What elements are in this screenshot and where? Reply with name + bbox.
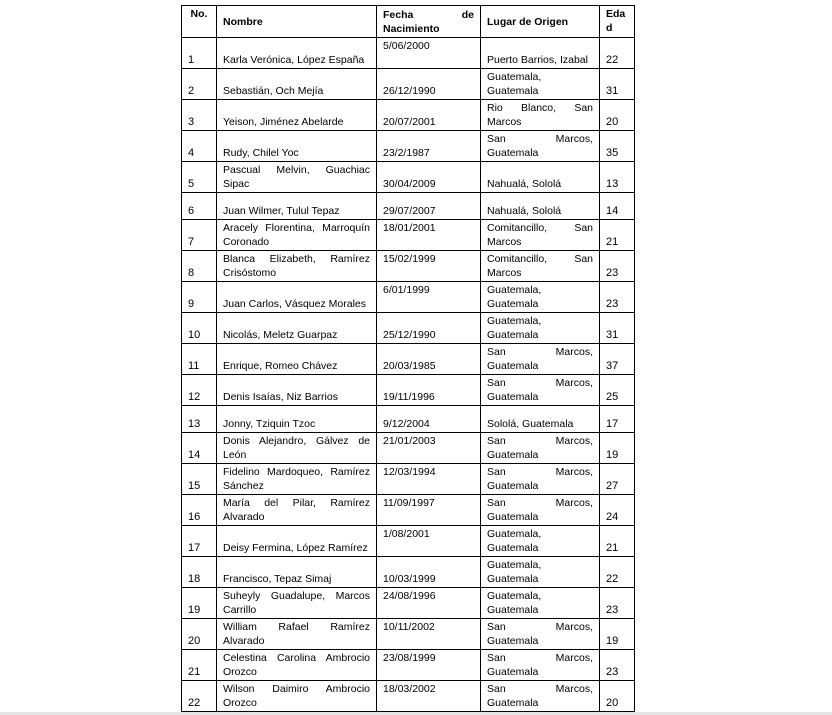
row-lugar-origen: Guatemala, Guatemala [481,588,600,619]
row-number: 15 [182,464,217,495]
table-row [182,100,635,131]
row-edad: 37 [600,344,635,375]
row-fecha-nacimiento [377,69,481,100]
table-row [182,433,635,464]
row-edad: 20 [600,100,635,131]
row-number: 18 [182,557,217,588]
header-fecha-nacimiento [377,6,481,38]
row-fecha-nacimiento [377,100,481,131]
row-fecha-text: 20/07/2001 [383,116,436,128]
row-nombre: Sebastián, Och Mejía [217,69,377,100]
row-nombre: María del Pilar, Ramírez Alvarado [217,495,377,526]
row-nombre: Suheyly Guadalupe, Marcos Carrillo [217,588,377,619]
row-fecha-nacimiento [377,464,481,495]
row-fecha-text: 18/03/2002 [383,683,436,695]
table-row [182,619,635,650]
row-edad: 25 [600,375,635,406]
row-edad: 31 [600,313,635,344]
row-nombre: Juan Carlos, Vásquez Morales [217,282,377,313]
row-number: 9 [182,282,217,313]
row-fecha-nacimiento [377,220,481,251]
row-fecha-text: 30/04/2009 [383,178,436,190]
row-number: 1 [182,38,217,69]
row-fecha-nacimiento [377,406,481,433]
row-number: 13 [182,406,217,433]
row-number: 8 [182,251,217,282]
header-no: No. [182,6,217,38]
row-fecha-nacimiento [377,526,481,557]
row-fecha-nacimiento [377,681,481,712]
row-fecha-text: 23/2/1987 [383,147,430,159]
row-number: 4 [182,131,217,162]
table-row [182,650,635,681]
row-fecha-nacimiento [377,193,481,220]
row-nombre: William Rafael Ramírez Alvarado [217,619,377,650]
row-lugar-origen: Sololá, Guatemala [481,406,600,433]
row-lugar-origen: Guatemala, Guatemala [481,526,600,557]
row-lugar-origen: Comitancillo, San Marcos [481,251,600,282]
row-lugar-origen: Guatemala, Guatemala [481,313,600,344]
row-lugar-origen: San Marcos, Guatemala [481,619,600,650]
row-nombre: Aracely Florentina, Marroquín Coronado [217,220,377,251]
row-nombre: Enrique, Romeo Chávez [217,344,377,375]
row-edad: 21 [600,220,635,251]
row-number: 17 [182,526,217,557]
header-nacimiento-word: Nacimiento [383,22,440,35]
row-number: 7 [182,220,217,251]
row-lugar-origen: San Marcos, Guatemala [481,131,600,162]
row-edad: 22 [600,557,635,588]
row-fecha-nacimiento [377,313,481,344]
table-row [182,344,635,375]
row-fecha-nacimiento [377,433,481,464]
table-header-row [182,6,635,38]
row-fecha-nacimiento [377,375,481,406]
table-row [182,588,635,619]
table-row [182,464,635,495]
row-fecha-nacimiento [377,162,481,193]
table-row [182,313,635,344]
table-row [182,375,635,406]
row-number: 12 [182,375,217,406]
row-edad: 23 [600,282,635,313]
row-fecha-text: 21/01/2003 [383,435,436,447]
row-lugar-origen: San Marcos, Guatemala [481,495,600,526]
row-edad: 24 [600,495,635,526]
row-lugar-origen: San Marcos, Guatemala [481,681,600,712]
row-fecha-text: 18/01/2001 [383,222,436,234]
row-edad: 14 [600,193,635,220]
row-fecha-nacimiento [377,495,481,526]
row-fecha-nacimiento [377,557,481,588]
roster-table [181,5,635,712]
row-fecha-text: 10/03/1999 [383,573,436,585]
row-nombre: Deisy Fermina, López Ramírez [217,526,377,557]
row-fecha-text: 5/06/2000 [383,40,430,52]
row-edad: 23 [600,588,635,619]
row-lugar-origen: San Marcos, Guatemala [481,375,600,406]
row-nombre: Yeison, Jiménez Abelarde [217,100,377,131]
row-fecha-text: 12/03/1994 [383,466,436,478]
row-edad: 31 [600,69,635,100]
row-fecha-text: 29/07/2007 [383,205,436,217]
header-lugar-origen: Lugar de Origen [481,6,600,38]
table-row [182,220,635,251]
row-fecha-text: 11/09/1997 [383,497,435,509]
row-fecha-text: 6/01/1999 [383,284,430,296]
row-edad: 17 [600,406,635,433]
row-edad: 21 [600,526,635,557]
table-row [182,162,635,193]
row-fecha-text: 19/11/1996 [383,391,435,403]
row-fecha-text: 26/12/1990 [383,85,436,97]
table-row [182,193,635,220]
row-fecha-nacimiento [377,588,481,619]
row-number: 16 [182,495,217,526]
row-nombre: Pascual Melvin, Guachiac Sipac [217,162,377,193]
row-edad: 35 [600,131,635,162]
row-fecha-text: 23/08/1999 [383,652,436,664]
row-number: 21 [182,650,217,681]
row-fecha-text: 9/12/2004 [383,418,430,430]
row-lugar-origen: San Marcos, Guatemala [481,433,600,464]
row-lugar-origen: Puerto Barrios, Izabal [481,38,600,69]
row-nombre: Blanca Elizabeth, Ramírez Crisóstomo [217,251,377,282]
row-fecha-nacimiento [377,251,481,282]
row-nombre: Karla Verónica, López España [217,38,377,69]
row-number: 11 [182,344,217,375]
row-edad: 22 [600,38,635,69]
table-row [182,681,635,712]
table-body [182,38,635,712]
table-row [182,251,635,282]
row-nombre: Francisco, Tepaz Simaj [217,557,377,588]
header-nombre: Nombre [217,6,377,38]
row-number: 19 [182,588,217,619]
table-row [182,38,635,69]
table-row [182,282,635,313]
row-fecha-nacimiento [377,650,481,681]
row-lugar-origen: Guatemala, Guatemala [481,557,600,588]
row-edad: 19 [600,619,635,650]
row-nombre: Denis Isaías, Niz Barrios [217,375,377,406]
row-lugar-origen: San Marcos, Guatemala [481,650,600,681]
row-number: 3 [182,100,217,131]
row-nombre: Juan Wilmer, Tulul Tepaz [217,193,377,220]
row-number: 5 [182,162,217,193]
row-edad: 27 [600,464,635,495]
table-row [182,526,635,557]
row-nombre: Nicolás, Meletz Guarpaz [217,313,377,344]
row-fecha-text: 10/11/2002 [383,621,435,633]
row-fecha-nacimiento [377,131,481,162]
row-lugar-origen: San Marcos, Guatemala [481,464,600,495]
header-edad: Edad [600,6,635,38]
row-fecha-text: 25/12/1990 [383,329,436,341]
row-fecha-nacimiento [377,282,481,313]
row-fecha-text: 24/08/1996 [383,590,436,602]
row-nombre: Fidelino Mardoqueo, Ramírez Sánchez [217,464,377,495]
row-fecha-text: 1/08/2001 [383,528,430,540]
row-lugar-origen: San Marcos, Guatemala [481,344,600,375]
header-de-word: de [461,8,474,21]
table-row [182,69,635,100]
row-number: 2 [182,69,217,100]
row-fecha-nacimiento [377,38,481,69]
row-lugar-origen: Nahualá, Sololá [481,193,600,220]
row-lugar-origen: Guatemala, Guatemala [481,282,600,313]
row-nombre: Celestina Carolina Ambrocio Orozco [217,650,377,681]
table-row [182,557,635,588]
row-fecha-text: 15/02/1999 [383,253,436,265]
row-edad: 23 [600,251,635,282]
row-lugar-origen: Rio Blanco, San Marcos [481,100,600,131]
row-fecha-text: 20/03/1985 [383,360,436,372]
row-number: 6 [182,193,217,220]
row-nombre: Wilson Daimiro Ambrocio Orozco [217,681,377,712]
row-edad: 20 [600,681,635,712]
row-number: 20 [182,619,217,650]
row-number: 22 [182,681,217,712]
row-fecha-nacimiento [377,344,481,375]
row-fecha-nacimiento [377,619,481,650]
row-edad: 23 [600,650,635,681]
row-number: 14 [182,433,217,464]
row-nombre: Rudy, Chilel Yoc [217,131,377,162]
row-nombre: Donis Alejandro, Gálvez de León [217,433,377,464]
row-lugar-origen: Guatemala, Guatemala [481,69,600,100]
table-row [182,131,635,162]
row-number: 10 [182,313,217,344]
row-edad: 19 [600,433,635,464]
header-fecha-word: Fecha [383,8,414,21]
row-edad: 13 [600,162,635,193]
row-lugar-origen: Comitancillo, San Marcos [481,220,600,251]
row-lugar-origen: Nahualá, Sololá [481,162,600,193]
row-nombre: Jonny, Tziquin Tzoc [217,406,377,433]
table-row [182,495,635,526]
table-row [182,406,635,433]
